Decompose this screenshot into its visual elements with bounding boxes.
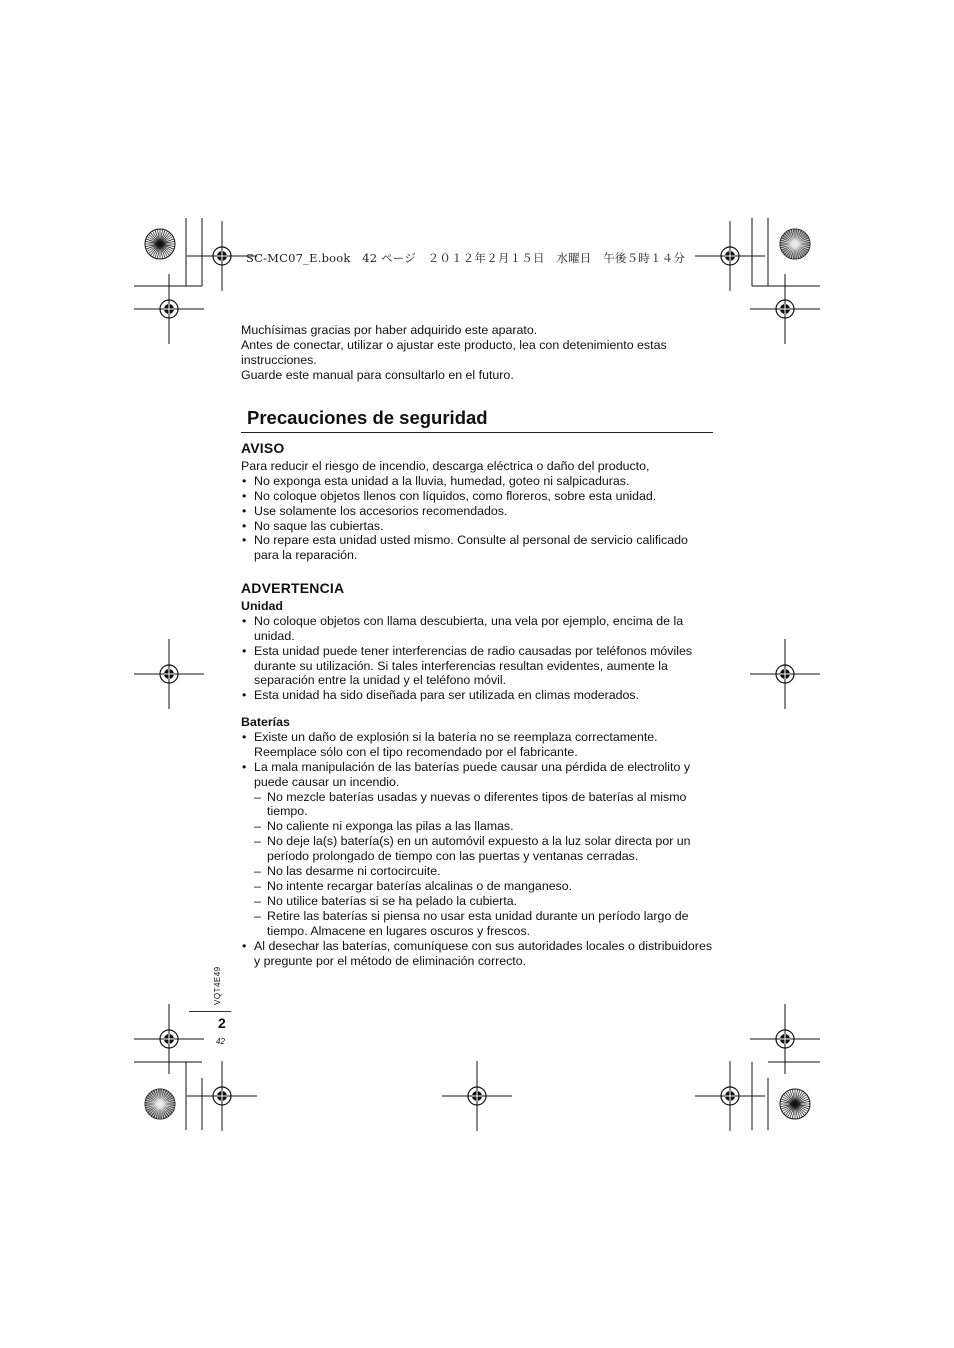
aviso-lead: Para reducir el riesgo de incendio, descarga eléctrica o daño del producto, bbox=[241, 458, 650, 473]
crosshair-mark bbox=[134, 639, 204, 709]
sunburst-mark bbox=[145, 1089, 175, 1119]
list-item: • Esta unidad ha sido diseñada para ser utilizada en climas moderados. bbox=[241, 688, 716, 703]
baterias-list bbox=[241, 730, 716, 790]
list-item: • Existe un daño de explosión si la batería no se reemplaza correctamente. Reemplace sólo con el tipo recomendado por el fabricante. bbox=[241, 730, 716, 760]
crosshair-mark bbox=[187, 1061, 257, 1131]
sunburst-mark bbox=[780, 229, 810, 259]
aviso-heading: AVISO bbox=[241, 440, 285, 456]
baterias-sublist bbox=[241, 790, 716, 939]
list-item bbox=[241, 760, 716, 790]
page-sub-number: 42 bbox=[216, 1037, 225, 1046]
sub-list-item: – No utilice baterías si se ha pelado la cubierta. bbox=[241, 894, 716, 909]
baterias-section bbox=[241, 715, 716, 968]
list-item: • No saque las cubiertas. bbox=[241, 519, 716, 534]
list-item: • No coloque objetos con llama descubierta, una vela por ejemplo, encima de la unidad. bbox=[241, 614, 716, 644]
crosshair-mark bbox=[442, 1061, 512, 1131]
footer-divider bbox=[189, 1011, 231, 1012]
baterias-list-end bbox=[241, 939, 716, 969]
crosshair-mark bbox=[750, 639, 820, 709]
unidad-list bbox=[241, 614, 716, 703]
sunburst-mark bbox=[145, 229, 175, 259]
crosshair-mark bbox=[695, 1061, 765, 1131]
advertencia-section bbox=[241, 581, 716, 703]
crosshair-mark bbox=[134, 1004, 204, 1074]
intro-line: Muchísimas gracias por haber adquirido este aparato. bbox=[241, 323, 538, 337]
crosshair-mark bbox=[750, 274, 820, 344]
list-item: • No coloque objetos llenos con líquidos, como floreros, sobre esta unidad. bbox=[241, 489, 716, 504]
sub-list-item: – No intente recargar baterías alcalinas o de manganeso. bbox=[241, 879, 716, 894]
page-number: 2 bbox=[218, 1015, 226, 1031]
aviso-section bbox=[241, 441, 716, 563]
aviso-list bbox=[241, 474, 716, 563]
list-item: • No exponga esta unidad a la lluvia, humedad, goteo ni salpicaduras. bbox=[241, 474, 716, 489]
sub-list-item: – No deje la(s) batería(s) en un automóvil expuesto a la luz solar directa por un período prolongado de tiempo con las puertas y ventanas cerradas. bbox=[241, 834, 716, 864]
list-item-text: La mala manipulación de las baterías puede causar una pérdida de electrolito y puede causar un incendio. bbox=[254, 759, 691, 789]
page-title: Precauciones de seguridad bbox=[247, 407, 488, 428]
sub-list-item: – Retire las baterías si piensa no usar esta unidad durante un período largo de tiempo. Almacene en lugares oscuros y frescos. bbox=[241, 909, 716, 939]
list-item: • Use solamente los accesorios recomendados. bbox=[241, 504, 716, 519]
section-title-bar bbox=[241, 407, 713, 433]
sunburst-mark bbox=[780, 1089, 810, 1119]
sub-list-item: – No las desarme ni cortocircuite. bbox=[241, 864, 716, 879]
crosshair-mark bbox=[695, 221, 765, 291]
file-header-line: SC-MC07_E.book 42 ページ ２０１２年２月１５日 水曜日 午後５時１４分 bbox=[246, 251, 686, 265]
baterias-heading: Baterías bbox=[241, 715, 290, 729]
list-item: • Al desechar las baterías, comuníquese con sus autoridades locales o distribuidores y pregunte por el método de eliminación correcto. bbox=[241, 939, 716, 969]
list-item: • No repare esta unidad usted mismo. Consulte al personal de servicio calificado para la reparación. bbox=[241, 533, 716, 563]
unidad-heading: Unidad bbox=[241, 598, 283, 613]
document-code: VQT4E49 bbox=[213, 966, 222, 1005]
list-item: • Esta unidad puede tener interferencias de radio causadas por teléfonos móviles durante su utilización. Si tales interferencias resultan evidentes, aumente la separación entre la unidad y el teléfono móvil. bbox=[241, 644, 716, 689]
intro-line: Guarde este manual para consultarlo en el futuro. bbox=[241, 368, 514, 382]
sub-list-item: – No mezcle baterías usadas y nuevas o diferentes tipos de baterías al mismo tiempo. bbox=[241, 790, 716, 820]
advertencia-heading: ADVERTENCIA bbox=[241, 580, 345, 596]
sub-list-item: – No caliente ni exponga las pilas a las llamas. bbox=[241, 819, 716, 834]
crosshair-mark bbox=[750, 1004, 820, 1074]
intro-block bbox=[241, 323, 716, 383]
crosshair-mark bbox=[134, 274, 204, 344]
intro-line: Antes de conectar, utilizar o ajustar este producto, lea con detenimiento estas instrucciones. bbox=[241, 338, 667, 367]
